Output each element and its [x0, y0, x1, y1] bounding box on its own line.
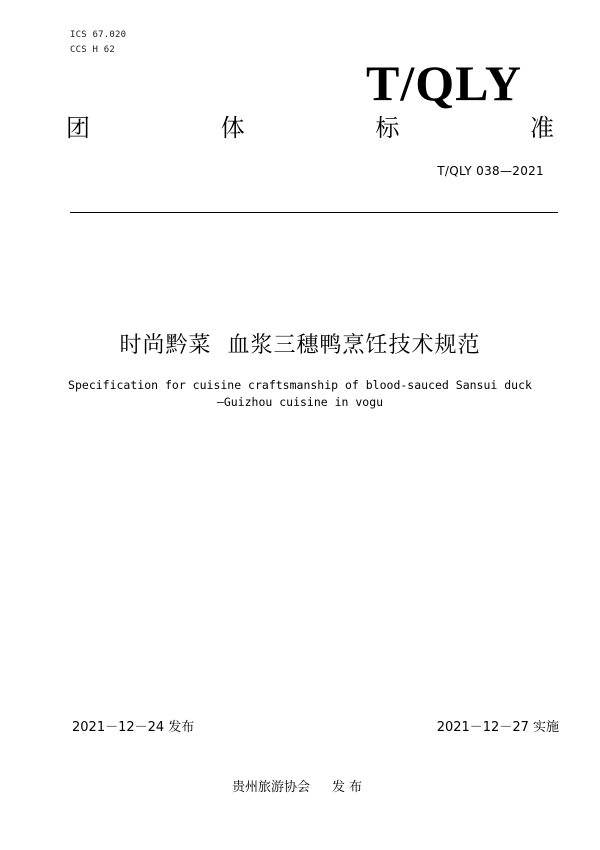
standard-code: T/QLY 038—2021 [437, 164, 544, 178]
standard-type-char: 标 [375, 114, 400, 142]
issuer-line [232, 776, 362, 795]
standard-type-char: 准 [529, 114, 554, 142]
header-divider [70, 212, 558, 213]
standard-type-heading [58, 114, 562, 143]
english-title-line2: —Guizhou cuisine in vogu [216, 395, 384, 409]
chinese-title: 时尚黔菜 血浆三穗鸭烹饪技术规范 [119, 333, 481, 358]
standard-type-char: 体 [220, 114, 245, 142]
issuer-action: 发 布 [332, 780, 363, 795]
standard-logo: T/QLY [365, 55, 522, 111]
ccs-code: CCS H 62 [70, 45, 115, 55]
english-title-line1: Specification for cuisine craftsmanship of blood-sauced Sansui duck [68, 378, 532, 392]
ics-code: ICS 67.020 [70, 30, 127, 40]
implement-date: 2021－12－27 实施 [436, 720, 559, 735]
issuer-name: 贵州旅游协会 [232, 780, 311, 795]
standard-type-char: 团 [66, 114, 90, 142]
publish-date: 2021－12－24 发布 [72, 720, 195, 735]
